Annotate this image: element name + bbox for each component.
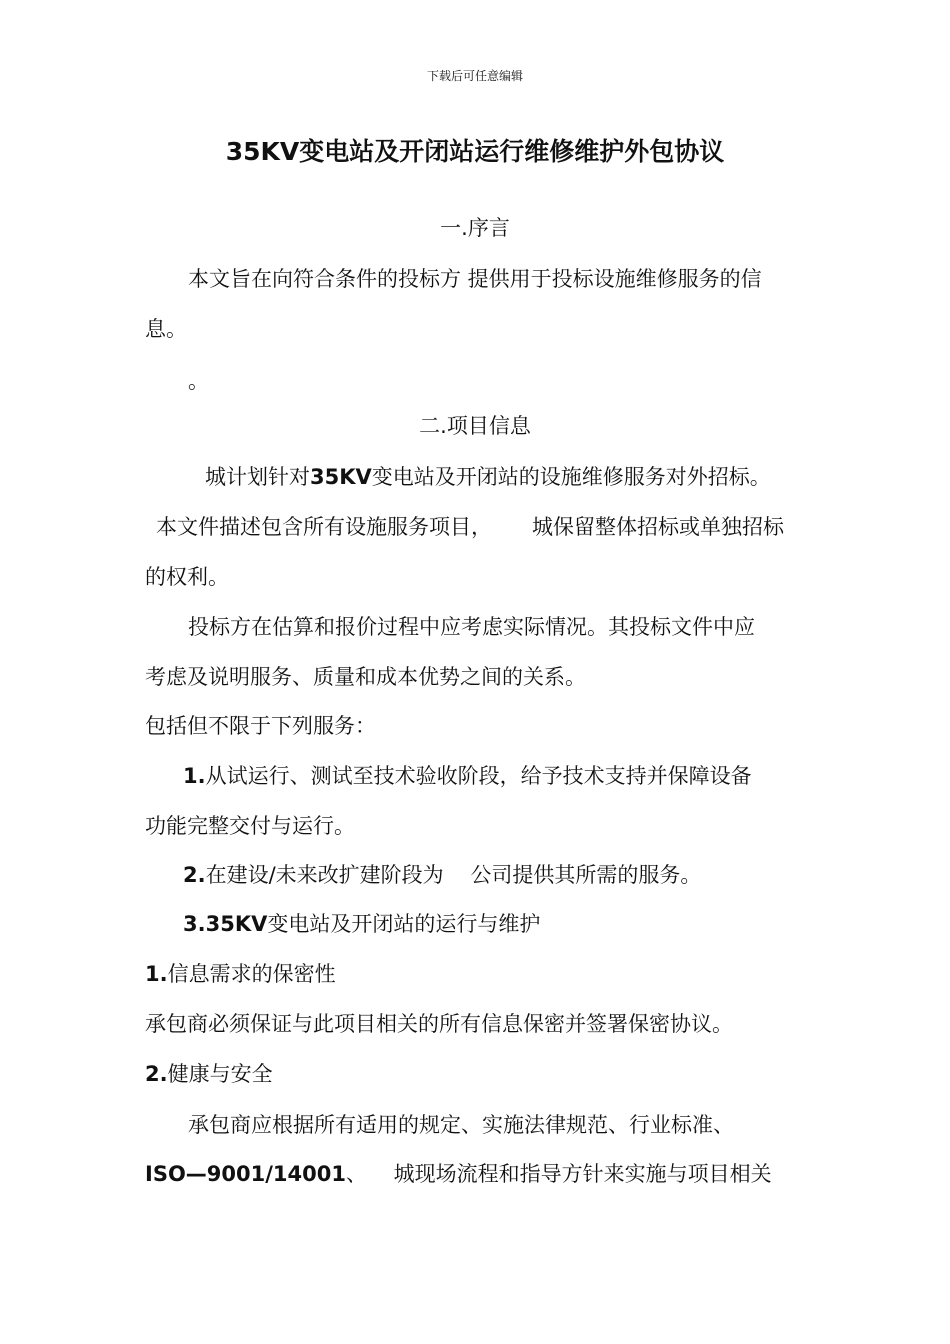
list-item-text: 在建设/未来改扩建阶段为 公司提供其所需的服务。 [205, 863, 702, 887]
list-item-text: 变电站及开闭站的运行与维护 [267, 912, 541, 936]
paragraph-line: 的权利。 [145, 565, 229, 589]
paragraph-line: 包括但不限于下列服务： [145, 714, 376, 738]
list-item-number: 1. [183, 764, 206, 788]
subsection-heading [145, 1058, 273, 1088]
paragraph-line: 本文旨在向符合条件的投标方 提供用于投标设施维修服务的信 [188, 267, 762, 291]
paragraph-line: 考虑及说明服务、质量和成本优势之间的关系。 [145, 665, 586, 689]
paragraph-line: 本文件描述包含所有设施服务项目， 城保留整体招标或单独招标 [156, 515, 785, 539]
list-item [183, 859, 701, 889]
list-item-text: 从试运行、测试至技术验收阶段，给予技术支持并保障设备 [205, 764, 752, 788]
paragraph-line [205, 461, 771, 491]
subsection-number: 1. [145, 962, 168, 986]
paragraph-line [145, 1158, 772, 1188]
paragraph-line: 承包商应根据所有适用的规定、实施法律规范、行业标准、 [188, 1113, 734, 1137]
paragraph-line: 息。 [145, 317, 187, 341]
text-run: 城计划针对 [205, 465, 310, 489]
text-run-bold: ISO—9001/14001 [145, 1162, 346, 1186]
section-heading-preface: 一.序言 [440, 216, 510, 240]
paragraph-line: 。 [188, 369, 209, 393]
page-header-note: 下载后可任意编辑 [426, 69, 523, 83]
document-title: 35KV变电站及开闭站运行维修维护外包协议 [225, 137, 725, 166]
text-run-bold: 35KV [310, 465, 372, 489]
paragraph-line: 功能完整交付与运行。 [145, 814, 355, 838]
text-run: 、 城现场流程和指导方针来实施与项目相关 [345, 1162, 772, 1186]
subsection-title: 信息需求的保密性 [167, 962, 336, 986]
list-item-number: 2. [183, 863, 206, 887]
text-run: 变电站及开闭站的设施维修服务对外招标。 [371, 465, 771, 489]
subsection-number: 2. [145, 1062, 168, 1086]
list-item [183, 908, 540, 938]
list-item [183, 760, 752, 790]
subsection-heading [145, 958, 336, 988]
paragraph-line: 承包商必须保证与此项目相关的所有信息保密并签署保密协议。 [145, 1012, 733, 1036]
paragraph-line: 投标方在估算和报价过程中应考虑实际情况。其投标文件中应 [188, 615, 755, 639]
list-item-number: 3.35KV [183, 912, 268, 936]
subsection-title: 健康与安全 [167, 1062, 273, 1086]
section-heading-project-info: 二.项目信息 [419, 414, 531, 438]
